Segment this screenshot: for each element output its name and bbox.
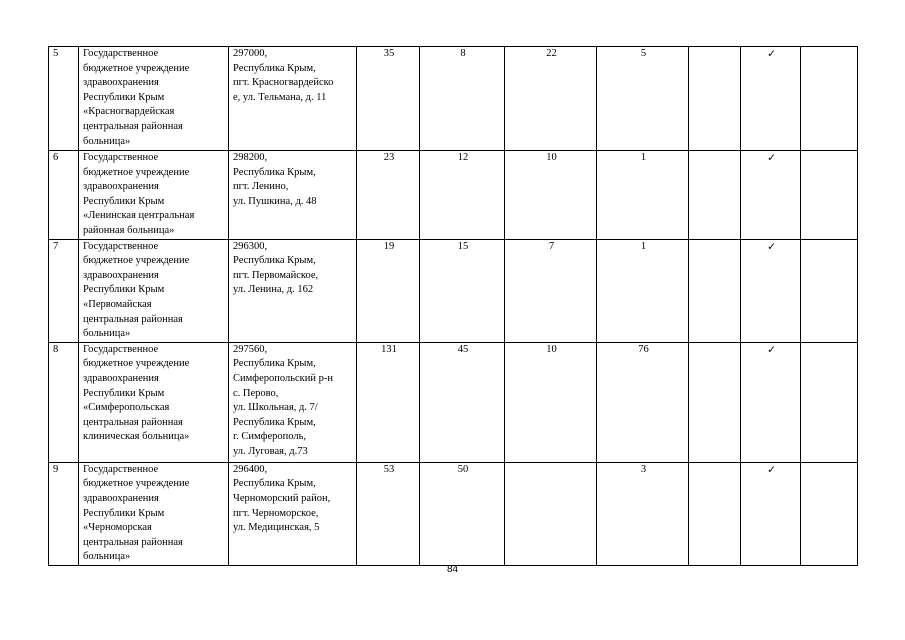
institution-name: Государственное бюджетное учреждение здравоохранения Республики Крым «Красногвардейская центральная районная больница» — [79, 47, 229, 151]
institution-name: Государственное бюджетное учреждение здравоохранения Республики Крым «Черноморская центральная районная больница» — [79, 462, 229, 565]
checkmark-icon: ✓ — [741, 47, 801, 151]
value-cell-5 — [689, 47, 741, 151]
table-row — [49, 151, 858, 240]
row-number: 7 — [49, 239, 79, 342]
value-cell-6 — [801, 239, 858, 342]
value-cell-3: 10 — [505, 151, 597, 240]
value-cell-4: 5 — [597, 47, 689, 151]
value-cell-5 — [689, 342, 741, 462]
row-number: 8 — [49, 342, 79, 462]
institution-address: 298200, Республика Крым, пгт. Ленино, ул. Пушкина, д. 48 — [229, 151, 357, 240]
value-cell-1: 23 — [357, 151, 420, 240]
value-cell-2: 15 — [420, 239, 505, 342]
value-cell-1: 53 — [357, 462, 420, 565]
value-cell-2: 12 — [420, 151, 505, 240]
value-cell-4: 76 — [597, 342, 689, 462]
value-cell-6 — [801, 47, 858, 151]
institution-name: Государственное бюджетное учреждение здравоохранения Республики Крым «Первомайская центральная районная больница» — [79, 239, 229, 342]
value-cell-6 — [801, 151, 858, 240]
checkmark-icon: ✓ — [741, 239, 801, 342]
institution-name: Государственное бюджетное учреждение здравоохранения Республики Крым «Ленинская центральная районная больница» — [79, 151, 229, 240]
value-cell-2: 45 — [420, 342, 505, 462]
value-cell-1: 19 — [357, 239, 420, 342]
value-cell-3: 10 — [505, 342, 597, 462]
row-number: 5 — [49, 47, 79, 151]
value-cell-3: 22 — [505, 47, 597, 151]
institutions-table — [48, 46, 858, 566]
value-cell-2: 50 — [420, 462, 505, 565]
value-cell-4: 3 — [597, 462, 689, 565]
institution-address: 296300, Республика Крым, пгт. Первомайское, ул. Ленина, д. 162 — [229, 239, 357, 342]
value-cell-3 — [505, 462, 597, 565]
table-row — [49, 239, 858, 342]
checkmark-icon: ✓ — [741, 342, 801, 462]
table-row — [49, 342, 858, 462]
value-cell-2: 8 — [420, 47, 505, 151]
value-cell-6 — [801, 462, 858, 565]
value-cell-5 — [689, 462, 741, 565]
institution-address: 297000, Республика Крым, пгт. Красногвардейско е, ул. Тельмана, д. 11 — [229, 47, 357, 151]
value-cell-4: 1 — [597, 151, 689, 240]
value-cell-1: 35 — [357, 47, 420, 151]
value-cell-3: 7 — [505, 239, 597, 342]
value-cell-5 — [689, 239, 741, 342]
table-body — [49, 47, 858, 566]
institution-name: Государственное бюджетное учреждение здравоохранения Республики Крым «Симферопольская центральная районная клиническая больница» — [79, 342, 229, 462]
institution-address: 297560, Республика Крым, Симферопольский р-н с. Перово, ул. Школьная, д. 7/ Республика Крым, г. Симферополь, ул. Луговая, д.73 — [229, 342, 357, 462]
value-cell-1: 131 — [357, 342, 420, 462]
value-cell-6 — [801, 342, 858, 462]
table-row — [49, 462, 858, 565]
page-number: 84 — [446, 564, 459, 575]
row-number: 6 — [49, 151, 79, 240]
checkmark-icon: ✓ — [741, 462, 801, 565]
table-row — [49, 47, 858, 151]
value-cell-4: 1 — [597, 239, 689, 342]
value-cell-5 — [689, 151, 741, 240]
row-number: 9 — [49, 462, 79, 565]
checkmark-icon: ✓ — [741, 151, 801, 240]
institution-address: 296400, Республика Крым, Черноморский район, пгт. Черноморское, ул. Медицинская, 5 — [229, 462, 357, 565]
